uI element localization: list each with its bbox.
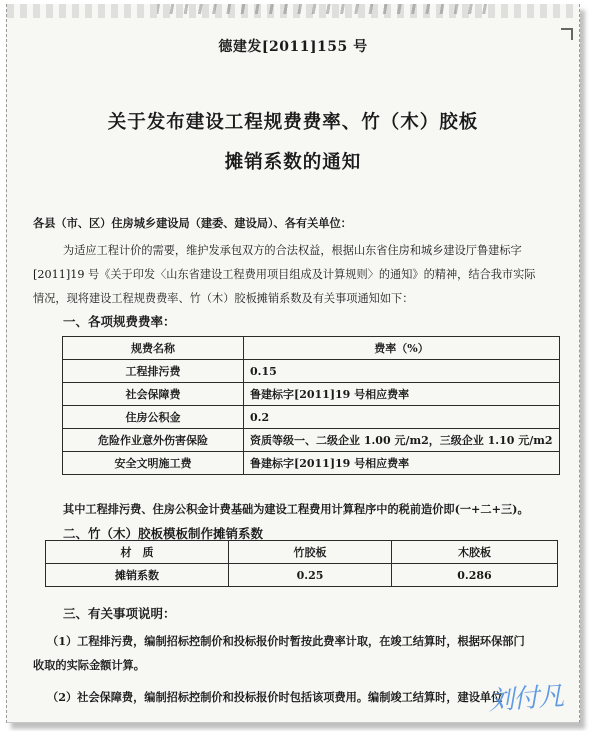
table-header-row xyxy=(63,337,560,360)
document-number: 德建发[2011]155 号 xyxy=(218,39,368,55)
amortization-table xyxy=(45,540,558,587)
fee-name-cell: 安全文明施工费 xyxy=(63,452,244,475)
section-heading-1: 一、各项规费费率： xyxy=(63,314,176,329)
fee-rate-cell: 0.2 xyxy=(244,406,560,429)
table-header-cell: 竹胶板 xyxy=(229,541,392,564)
paragraph-line: [2011]19 号《关于印发〈山东省建设工程费用项目组成及计算规则〉的通知》的精神，结合我市实际 xyxy=(33,268,536,281)
table-cell: 摊销系数 xyxy=(46,564,229,587)
section-heading-3: 三、有关事项说明： xyxy=(63,606,176,621)
table-row xyxy=(46,564,558,587)
table-row xyxy=(63,452,560,475)
paragraph-line: 情况，现将建设工程规费费率、竹（木）胶板摊销系数及有关事项通知如下： xyxy=(33,292,414,305)
fee-rate-table xyxy=(62,336,560,475)
fee-name-cell: 工程排污费 xyxy=(63,360,244,383)
paragraph-line: 为适应工程计价的需要，维护发承包双方的合法权益，根据山东省住房和城乡建设厅鲁建标字 xyxy=(63,244,522,257)
table-row xyxy=(63,360,560,383)
table-row xyxy=(63,383,560,406)
table-header-cell: 材 质 xyxy=(46,541,229,564)
table-cell: 0.286 xyxy=(392,564,558,587)
table-row xyxy=(63,406,560,429)
item-1-line: 收取的实际金额计算。 xyxy=(33,658,145,672)
fee-name-cell: 住房公积金 xyxy=(63,406,244,429)
item-2-line: （2）社会保障费，编制招标控制价和投标报价时包括该项费用。编制竣工结算时，建设单位 xyxy=(47,690,503,704)
fee-rate-cell: 资质等级一、二级企业 1.00 元/m2，三级企业 1.10 元/m2 xyxy=(244,429,560,452)
document-title-line2: 摊销系数的通知 xyxy=(224,152,362,173)
item-1-line: （1）工程排污费，编制招标控制价和投标报价时暂按此费率计取，在竣工结算时，根据环保部门 xyxy=(47,634,525,648)
fee-name-cell: 危险作业意外伤害保险 xyxy=(63,429,244,452)
table-header-cell: 木胶板 xyxy=(392,541,558,564)
fee-rate-cell: 0.15 xyxy=(244,360,560,383)
header-scrawl xyxy=(157,4,487,14)
fee-note: 其中工程排污费、住房公积金计费基础为建设工程费用计算程序中的税前造价即(一+二+三)。 xyxy=(63,502,529,516)
document-title-line1: 关于发布建设工程规费费率、竹（木）胶板 xyxy=(107,112,479,133)
table-header-cell: 规费名称 xyxy=(63,337,244,360)
table-cell: 0.25 xyxy=(229,564,392,587)
addressee: 各县（市、区）住房城乡建设局（建委、建设局）、各有关单位： xyxy=(33,216,352,230)
table-row xyxy=(63,429,560,452)
table-header-row xyxy=(46,541,558,564)
fee-rate-cell: 鲁建标字[2011]19 号相应费率 xyxy=(244,383,560,406)
table-header-cell: 费率（%） xyxy=(244,337,560,360)
fee-rate-cell: 鲁建标字[2011]19 号相应费率 xyxy=(244,452,560,475)
signature-watermark: 刘付凡 xyxy=(487,681,565,717)
document-sheet xyxy=(6,4,580,723)
fee-name-cell: 社会保障费 xyxy=(63,383,244,406)
section-heading-2: 二、竹（木）胶板模板制作摊销系数 xyxy=(63,526,264,541)
